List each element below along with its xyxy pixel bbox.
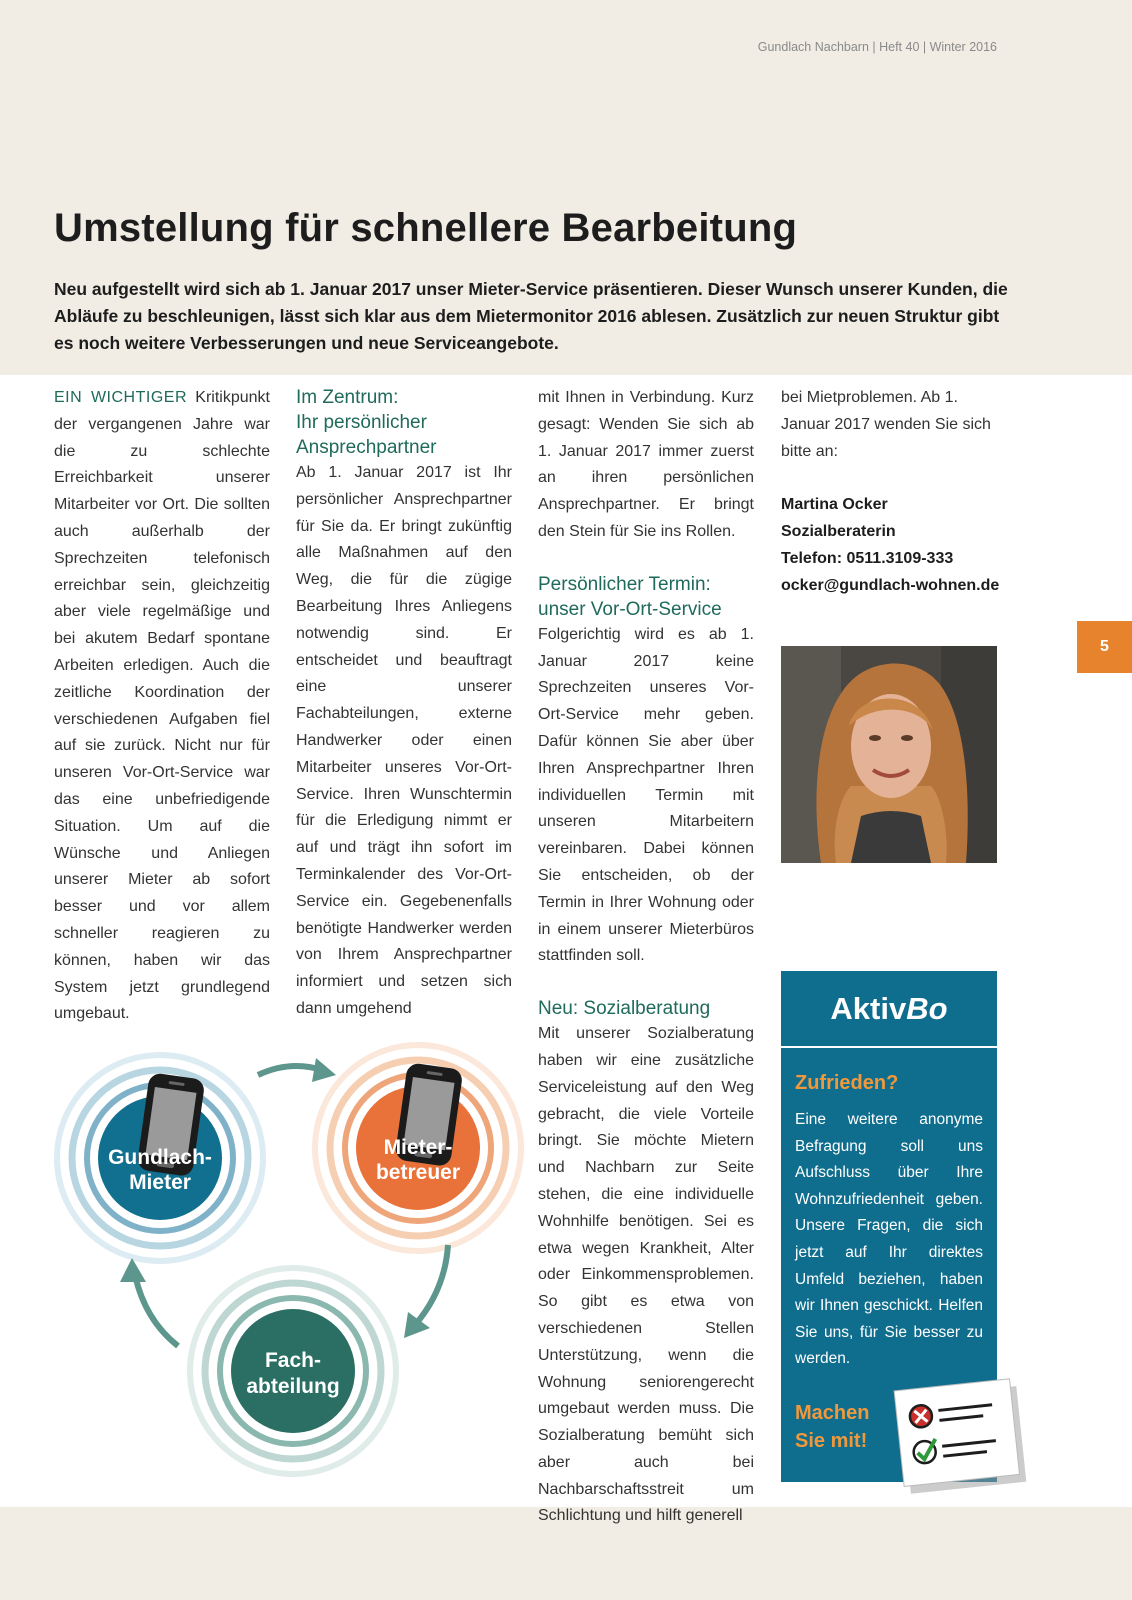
intro-paragraph: [54, 385, 270, 1028]
cta-line: Machen: [795, 1402, 870, 1424]
node-label-line: Gundlach-: [108, 1146, 212, 1169]
cycle-diagram: [40, 1020, 540, 1500]
contact-block: [781, 491, 1009, 599]
aktivbo-title: [781, 971, 997, 1048]
aktivbo-text: Eine weitere anonyme Befragung soll uns Aufschluss über Ihre Wohnzufriedenheit geben. Unsere Fragen, die sich jetzt auf Ihr direktes Umfeld beziehen, haben wir Ihnen geschickt. Helfen Sie uns, für Sie besser zu werden.: [795, 1111, 983, 1368]
paragraph: bei Mietproblemen. Ab 1. Januar 2017 wenden Sie sich bitte an:: [781, 389, 991, 460]
column-4: [781, 385, 1009, 599]
node-label-line: betreuer: [375, 1161, 461, 1184]
headline: Umstellung für schnellere Bearbeitung: [54, 206, 798, 250]
process-diagram: [40, 1020, 540, 1500]
node-label-line: Mieter-: [383, 1136, 453, 1159]
column-3: [538, 385, 754, 1530]
contact-email[interactable]: ocker@gundlach-wohnen.de: [781, 577, 1000, 595]
intro-text: Kritikpunkt der vergangenen Jahre war die zu schlechte Erreichbarkeit unserer Mitarbeiter vor Ort. Die sollten auch außerhalb der Sprechzeiten telefonisch erreichbar sein, gleichzeitig aber viele regelmäßige und bei akutem Bedarf spontane Arbeiten erledigen. Auch die zeitliche Koordination der verschiedenen Aufgaben fiel auf sie zurück. Nicht nur für unseren Vor-Ort-Service war das eine unbefriedigende Situation. Um auf die Wünsche und Anliegen unserer Mieter ab sofort besser und vor allem schneller reagieren zu können, haben wir das System jetzt grundlegend umgebaut.: [54, 389, 270, 1023]
page-number-tab: 5: [1077, 621, 1132, 673]
aktivbo-title-main: Aktiv: [830, 990, 907, 1026]
checklist-illustration: [893, 1374, 1033, 1496]
node-gundlach-mieter: [57, 1055, 263, 1261]
contact-phone: Telefon: 0511.3109-333: [781, 550, 954, 568]
arrow-down: [404, 1245, 448, 1338]
arrow-right: [258, 1058, 336, 1082]
subhead-zentrum: [296, 385, 512, 460]
lead-paragraph: Neu aufgestellt wird sich ab 1. Januar 2017 unser Mieter-Service präsentieren. Dieser Wunsch unserer Kunden, die Abläufe zu beschleunigen, lässt sich klar aus dem Mietermonitor 2016 ablesen. Zusätzlich zur neuen Struktur gibt es noch weitere Verbesserungen und neue Serviceangebote.: [54, 279, 1008, 353]
cta-line: Sie mit!: [795, 1430, 868, 1452]
column-2: [296, 385, 512, 1023]
aktivbo-question: Zufrieden?: [795, 1072, 899, 1094]
contact-role: Sozialberaterin: [781, 523, 896, 541]
arrow-up: [120, 1258, 178, 1346]
running-head: Gundlach Nachbarn | Heft 40 | Winter 2016: [757, 40, 997, 54]
subhead-line: unser Vor-Ort-Service: [538, 598, 722, 620]
subhead-line: Im Zentrum:: [296, 387, 399, 408]
portrait-photo: [781, 646, 997, 863]
paragraph: Folgerichtig wird es ab 1. Januar 2017 keine Sprechzeiten unseres Vor-Ort-Service mehr geben. Dafür können Sie aber über Ihren Ansprechpartner Ihren individuellen Termin mit unseren Mitarbeitern vereinbaren. Dabei können Sie entscheiden, ob der Termin in Ihrer Wohnung oder in einem unserer Mieterbüros stattfinden soll.: [538, 625, 754, 965]
checklist-icon: [893, 1374, 1033, 1496]
paragraph: Mit unserer Sozialberatung haben wir eine zusätzliche Serviceleistung auf den Weg gebracht, die viele Vorteile bringt. Sie möchte Mietern und Nachbarn zur Seite stehen, die eine individuelle Wohnhilfe benötigen. Sei es etwa wegen Krankheit, Alter oder Einkommensproblemen. So gibt es etwa von verschiedenen Stellen Unterstützung, wenn die Wohnung seniorengerecht umgebaut werden muss. Die Sozialberatung bemüht sich aber auch bei Nachbarschaftsstreit um Schlichtung und hilft generell: [538, 1025, 754, 1525]
column-1: [54, 385, 270, 1028]
node-label-line: abteilung: [246, 1375, 340, 1398]
subhead-line: Persönlicher Termin:: [538, 573, 711, 595]
lead-in: EIN WICHTIGER: [54, 389, 187, 406]
contact-name: Martina Ocker: [781, 496, 888, 514]
aktivbo-cta[interactable]: [795, 1399, 869, 1455]
subhead-termin: [538, 572, 754, 622]
subhead-line: Ihr persönlicher Ansprechpartner: [296, 412, 437, 458]
node-label-line: Mieter: [129, 1171, 191, 1194]
node-mieterbetreuer: [315, 1045, 521, 1251]
paragraph: mit Ihnen in Verbindung. Kurz gesagt: Wenden Sie sich ab 1. Januar 2017 immer zuerst an ihren persönlichen Ansprechpartner. Er bringt den Stein für Sie ins Rollen.: [538, 389, 754, 540]
node-label-line: Fach-: [264, 1349, 322, 1372]
paragraph: Ab 1. Januar 2017 ist Ihr persönlicher Ansprechpartner für Sie da. Er bringt zukünftig alle Maßnahmen auf den Weg, die für die zügige Bearbeitung Ihres Anliegens notwendig sind. Er entscheidet und beauftragt eine unserer Fachabteilungen, externe Handwerker oder einen Mitarbeiter unseres Vor-Ort-Service. Ihren Wunschtermin für die Erledigung nimmt er auf und trägt ihn sofort im Terminkalender des Vor-Ort-Service ein. Gegebenenfalls benötigte Handwerker werden von Ihrem Ansprechpartner informiert und setzen sich dann umgehend: [296, 464, 512, 1017]
aktivbo-title-italic: Bo: [906, 990, 948, 1026]
subhead-sozialberatung: Neu: Sozialberatung: [538, 998, 711, 1020]
portrait-illustration: [781, 646, 997, 863]
node-fachabteilung: [190, 1268, 396, 1474]
